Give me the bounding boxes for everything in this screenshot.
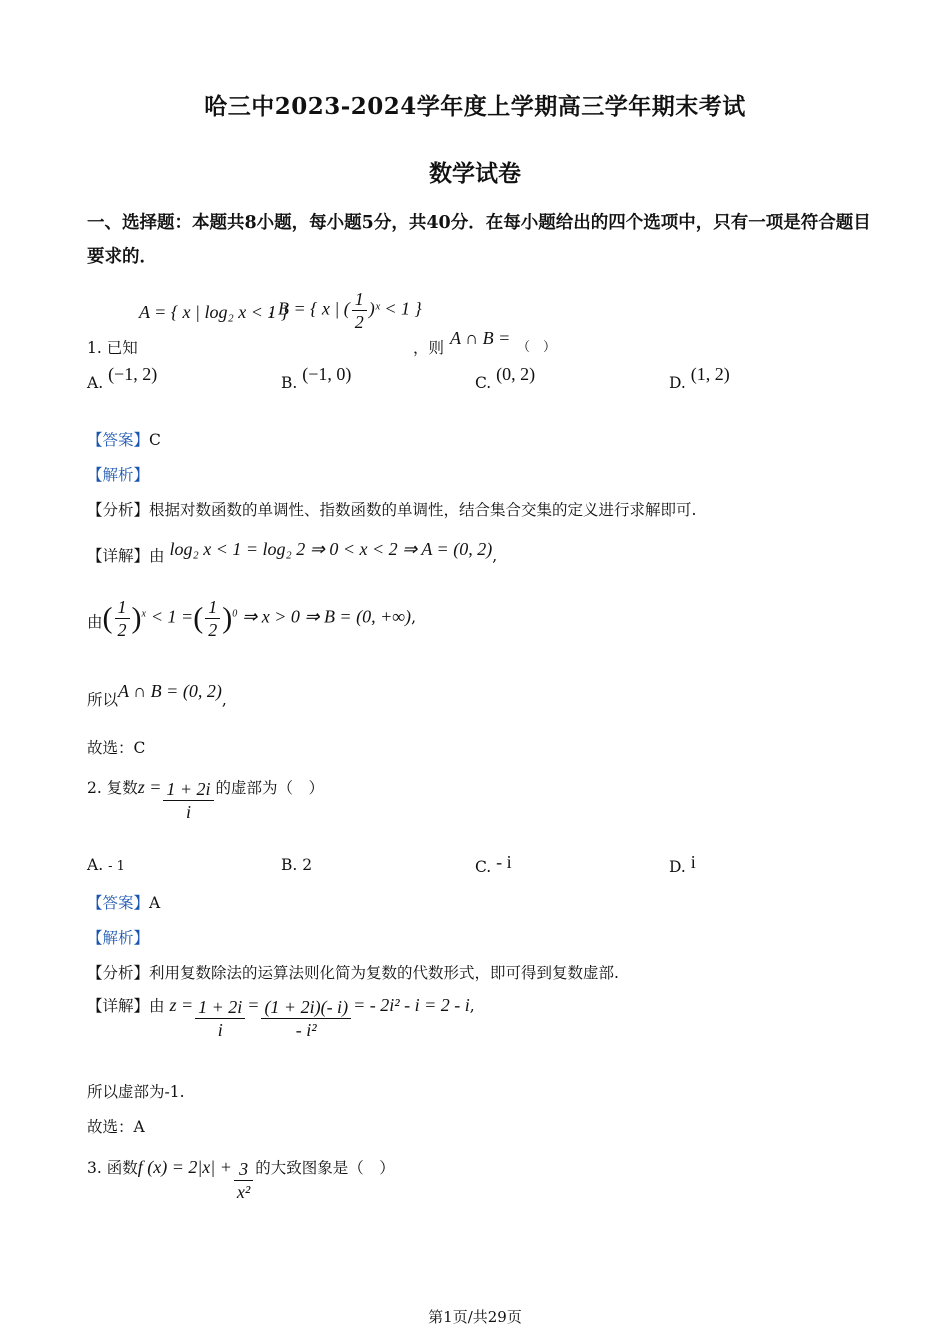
q1-analysis-tag: 【解析】 xyxy=(87,466,150,484)
q1-detail-2: 由( $\frac{1}{2}$ )$^x$ < 1 =( $\frac{1}{2}$ )$^0$ ⇒ x > 0 ⇒ B = (0, +∞), xyxy=(87,597,416,640)
q3-stem: 3. 函数f (x) = 2|x| + $\frac{3}{\text{x²}}$ 的大致图象是（ ） xyxy=(87,1156,395,1202)
q1-option-a: A. (−1, 2) xyxy=(87,364,158,392)
q1-ask: A ∩ B = xyxy=(450,328,511,348)
q1-set-b-pre: , B = { x | ( xyxy=(269,298,350,319)
q1-option-c: C. (0, 2) xyxy=(475,364,536,392)
q2-choose: 故选：A xyxy=(87,1118,145,1136)
q1-then: ，则 xyxy=(413,339,445,357)
q1-set-b-post: )ˣ < 1 } xyxy=(368,298,422,319)
q2-option-a: A. - 1 xyxy=(87,856,125,874)
q2-option-d: D. i xyxy=(669,852,696,876)
exam-title: 哈三中2023-2024学年度上学期高三学年期末考试 xyxy=(204,93,746,120)
q1-option-b: B. (−1, 0) xyxy=(281,364,352,392)
q2-conclusion: 所以虚部为-1. xyxy=(87,1083,185,1101)
q1-answer: 【答案】C xyxy=(87,431,161,449)
q1-set-b xyxy=(269,288,422,333)
q1-detail-1: 【详解】由 log₂ x < 1 = log₂ 2 ⇒ 0 < x < 2 ⇒ A = (0, 2), xyxy=(87,539,498,565)
q2-answer: 【答案】A xyxy=(87,894,161,912)
q1-set-a: A = { x | log₂ x < 1 } xyxy=(139,302,289,322)
q2-fraction: $\frac{1 + 2i}{i}$ xyxy=(163,778,213,823)
q2-stem: 2. 复数z = $\frac{1 + 2i}{i}$ 的虚部为（ ） xyxy=(87,776,325,822)
q1-prefix: 1. 已知 xyxy=(87,339,138,357)
exam-subtitle: 数学试卷 xyxy=(429,160,521,187)
q2-detail: 【详解】由 z = $\frac{1 + 2i}{i}$ = $\frac{(1 + 2i)(- i)}{\text{- i²}}$ = - 2i² - i = 2 - i, xyxy=(87,994,475,1040)
page-footer: 第1页/共29页 xyxy=(428,1308,522,1326)
q1-set-b-frac: $\frac{1}{2}$ xyxy=(352,288,367,333)
q1-choose: 故选：C xyxy=(87,739,146,757)
section-heading: 一、选择题：本题共8小题，每小题5分，共40分．在每小题给出的四个选项中，只有一项是符合题目要求的． xyxy=(87,213,871,267)
q2-fenxi: 【分析】利用复数除法的运算法则化简为复数的代数形式，即可得到复数虚部. xyxy=(87,964,619,982)
q1-paren: （ ） xyxy=(517,340,557,355)
q1-detail-3: 所以A ∩ B = (0, 2), xyxy=(87,681,227,709)
q1-option-d: D. (1, 2) xyxy=(669,364,730,392)
q2-option-b: B. 2 xyxy=(281,856,313,874)
q1-fenxi: 【分析】根据对数函数的单调性、指数函数的单调性，结合集合交集的定义进行求解即可. xyxy=(87,501,697,519)
q2-option-c: C. - i xyxy=(475,852,512,876)
q2-analysis-tag: 【解析】 xyxy=(87,929,150,947)
